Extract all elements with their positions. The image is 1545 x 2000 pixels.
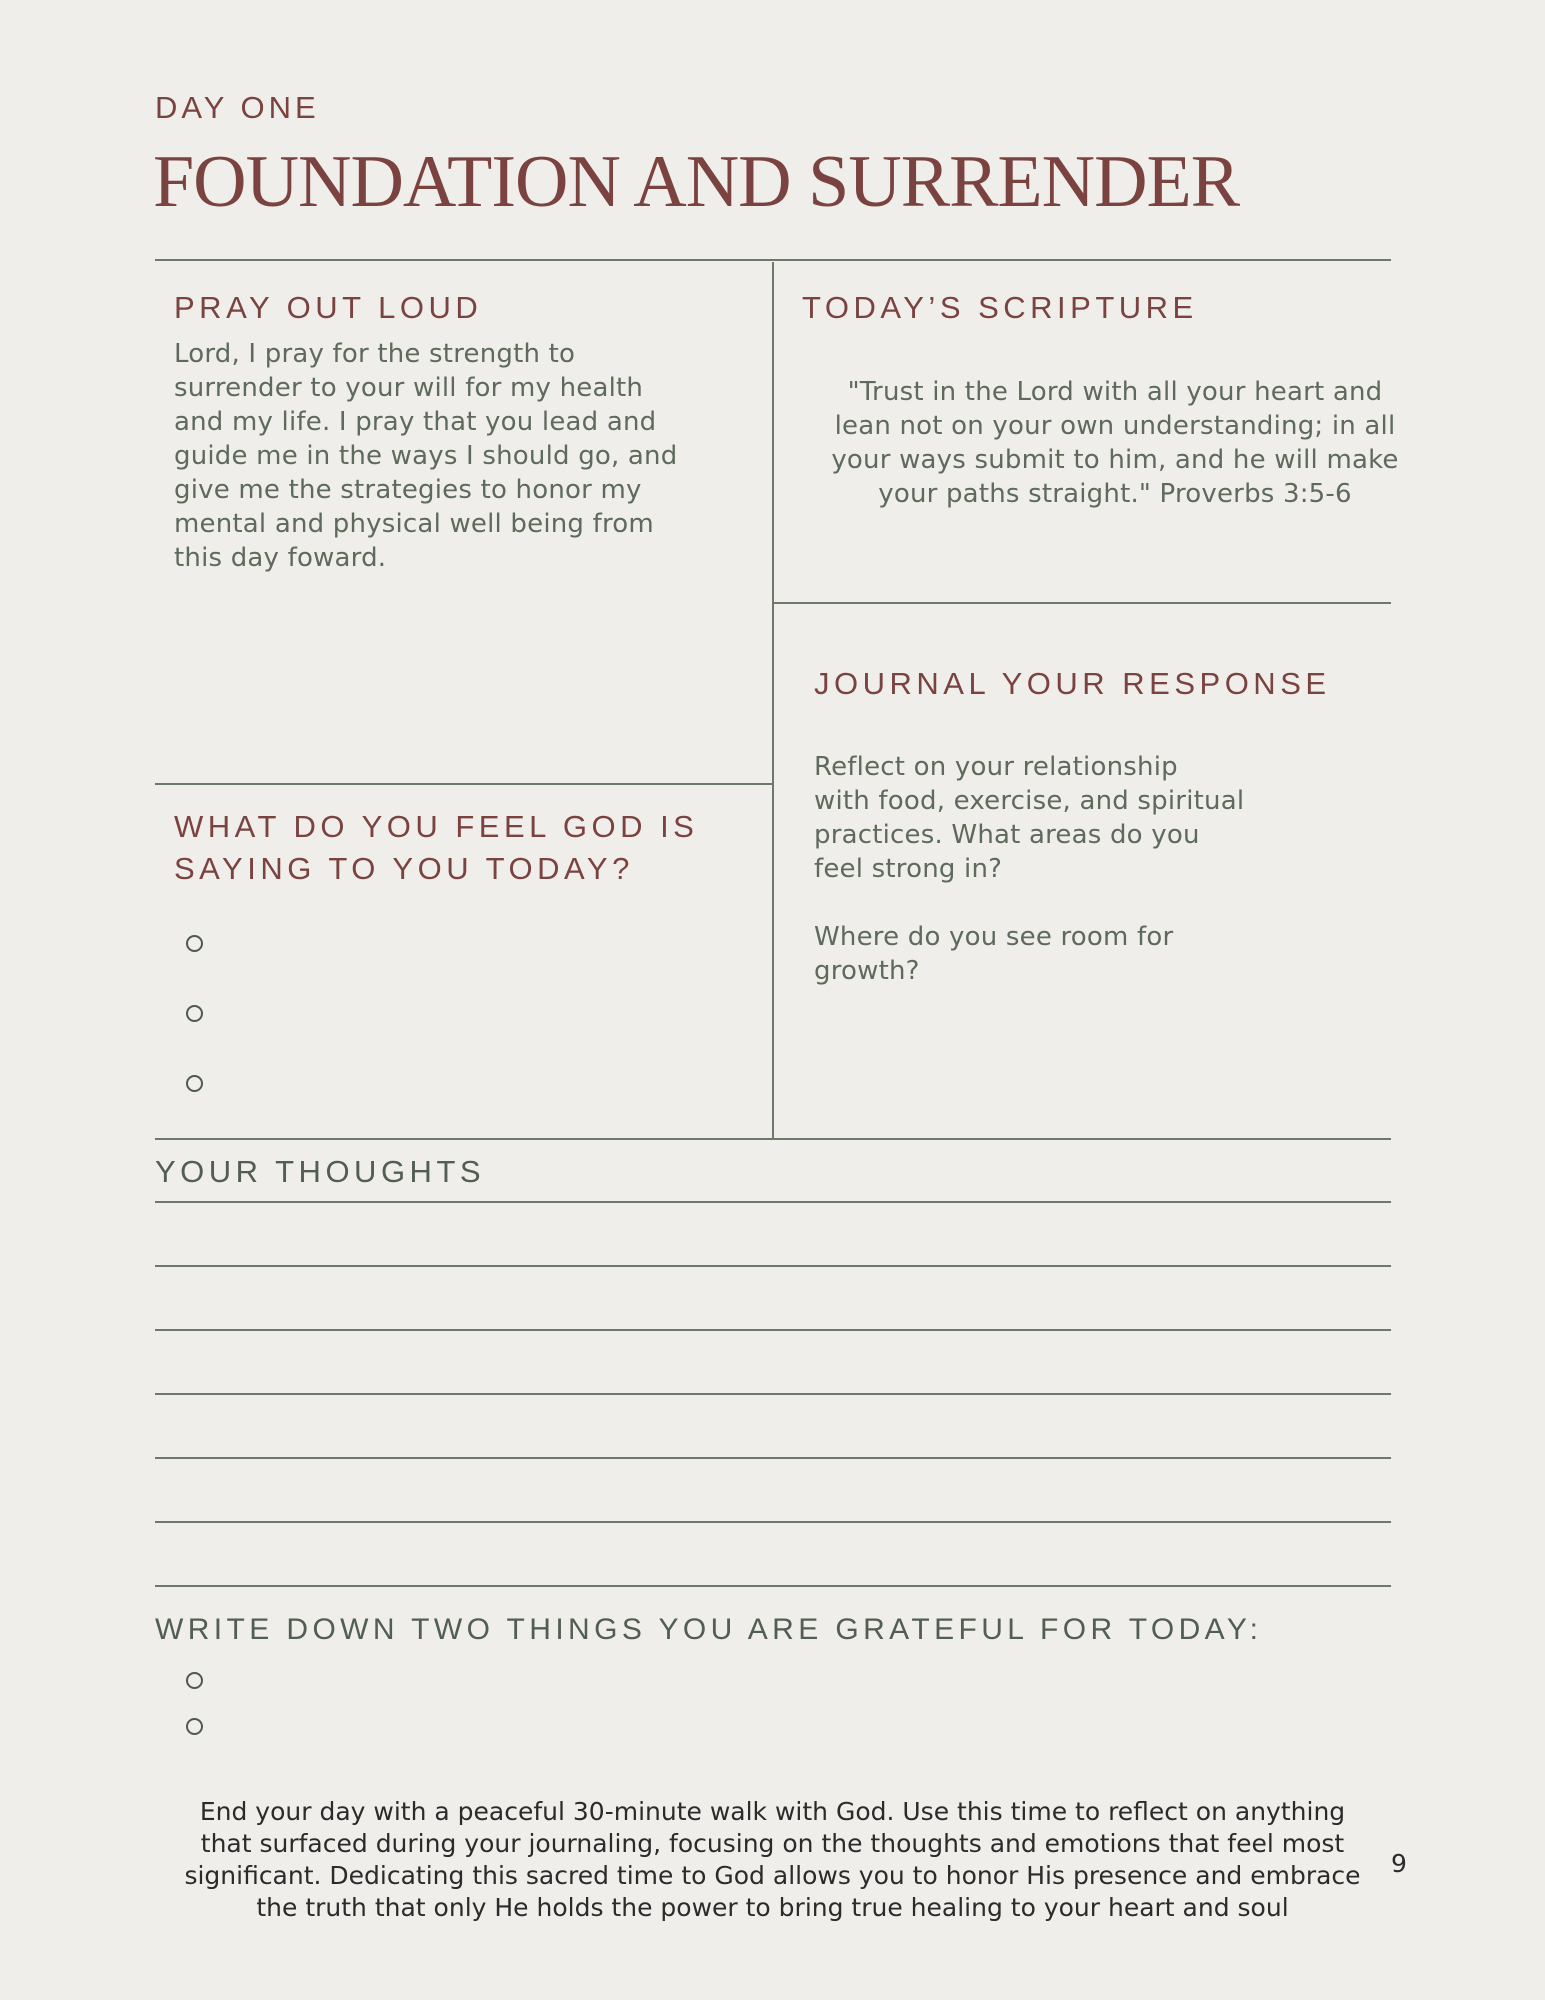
closing-paragraph [150, 1796, 1395, 1924]
god-saying-heading [174, 806, 698, 890]
closing-line: that surfaced during your journaling, focusing on the thoughts and emotions that feel most [200, 1829, 1345, 1858]
scripture-text [820, 375, 1410, 511]
scripture-rule [773, 602, 1391, 604]
pray-line: guide me in the ways I should go, and [174, 441, 678, 471]
pray-text [174, 337, 754, 575]
bullet-circle[interactable] [186, 1005, 203, 1022]
pray-line: this day foward. [174, 543, 387, 573]
bullet-circle[interactable] [186, 1075, 203, 1092]
journal-line: practices. What areas do you [814, 820, 1200, 850]
grateful-heading: WRITE DOWN TWO THINGS YOU ARE GRATEFUL FOR TODAY: [155, 1613, 1263, 1646]
writing-line[interactable] [155, 1585, 1391, 1587]
bullet-circle[interactable] [186, 1718, 203, 1735]
bullet-circle[interactable] [186, 1672, 203, 1689]
god-saying-heading-line: WHAT DO YOU FEEL GOD IS [174, 809, 699, 844]
journal-line: Reflect on your relationship [814, 752, 1178, 782]
god-saying-rule [155, 783, 773, 785]
pray-line: and my life. I pray that you lead and [174, 407, 657, 437]
column-divider [772, 262, 774, 1138]
scripture-line: "Trust in the Lord with all your heart and [847, 377, 1383, 407]
bullet-circle[interactable] [186, 935, 203, 952]
journal-text [814, 750, 1354, 988]
journal-line: growth? [814, 956, 920, 986]
writing-line[interactable] [155, 1265, 1391, 1267]
closing-line: the truth that only He holds the power to bring true healing to your heart and soul [256, 1893, 1289, 1922]
writing-line[interactable] [155, 1393, 1391, 1395]
page-title: FOUNDATION AND SURRENDER [153, 141, 1240, 223]
writing-line[interactable] [155, 1201, 1391, 1203]
closing-line: End your day with a peaceful 30-minute walk with God. Use this time to reflect on anything [199, 1797, 1346, 1826]
scripture-line: lean not on your own understanding; in all [834, 411, 1396, 441]
scripture-heading: TODAY’S SCRIPTURE [802, 290, 1198, 325]
journal-heading: JOURNAL YOUR RESPONSE [814, 666, 1331, 701]
top-rule [155, 259, 1391, 261]
thoughts-top-rule [155, 1138, 1391, 1140]
pray-line: Lord, I pray for the strength to [174, 339, 576, 369]
closing-line: significant. Dedicating this sacred time to God allows you to honor His presence and embrace [184, 1861, 1361, 1890]
god-saying-heading-line: SAYING TO YOU TODAY? [174, 851, 634, 886]
writing-line[interactable] [155, 1329, 1391, 1331]
scripture-line: your ways submit to him, and he will make [831, 445, 1399, 475]
scripture-line: your paths straight." Proverbs 3:5-6 [878, 479, 1352, 509]
pray-line: give me the strategies to honor my [174, 475, 642, 505]
journal-line: with food, exercise, and spiritual [814, 786, 1245, 816]
journal-line: feel strong in? [814, 854, 1003, 884]
writing-line[interactable] [155, 1457, 1391, 1459]
pray-heading: PRAY OUT LOUD [174, 290, 483, 325]
journal-line: Where do you see room for [814, 922, 1174, 952]
pray-line: surrender to your will for my health [174, 373, 644, 403]
page-number: 9 [1391, 1849, 1407, 1878]
writing-line[interactable] [155, 1521, 1391, 1523]
day-label: DAY ONE [155, 90, 320, 125]
thoughts-heading: YOUR THOUGHTS [155, 1154, 486, 1189]
pray-line: mental and physical well being from [174, 509, 654, 539]
